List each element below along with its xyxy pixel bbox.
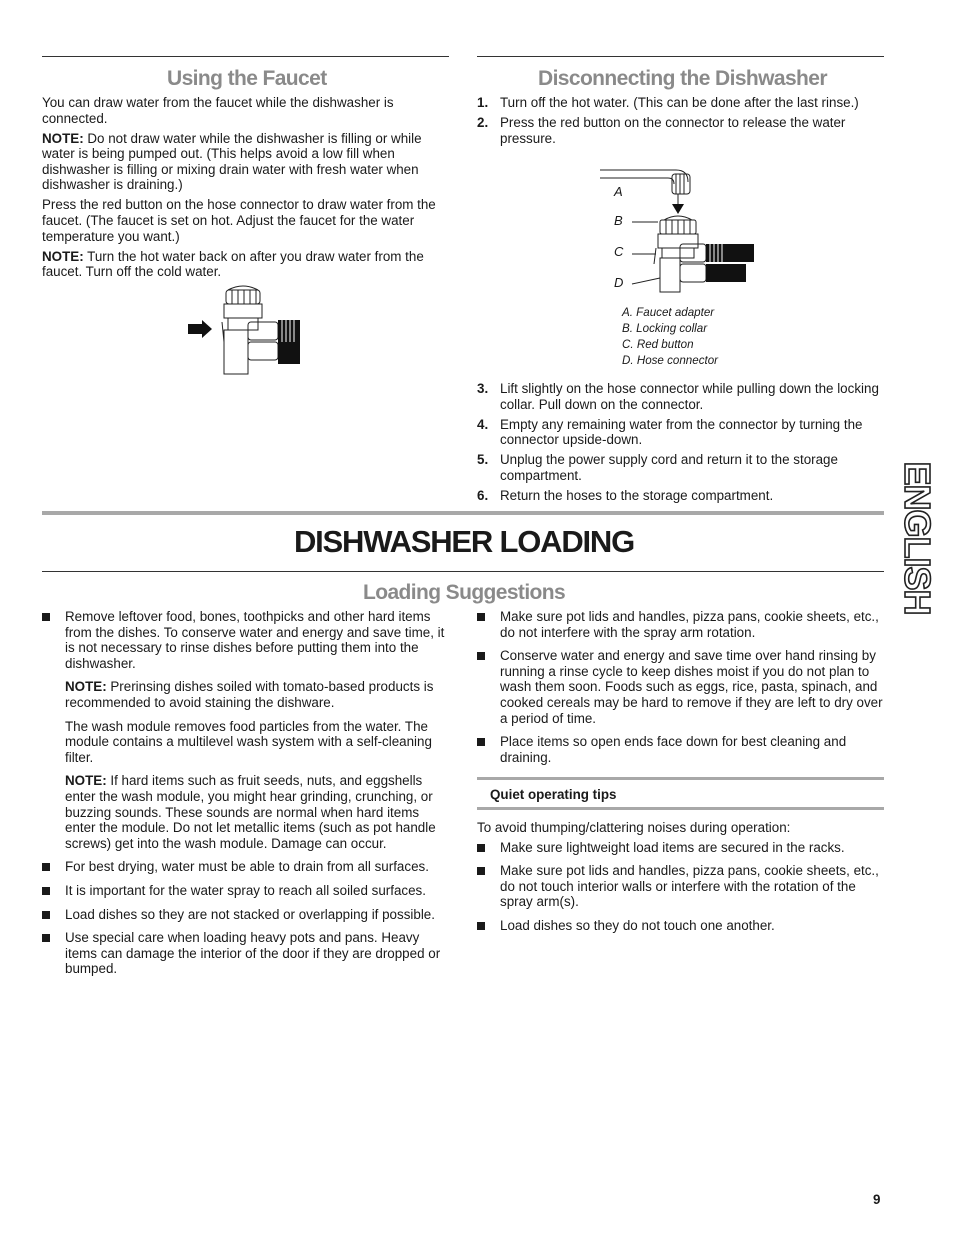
step-item: 5. Unplug the power supply cord and return it to the storage compartment. (477, 452, 838, 483)
note: NOTE: If hard items such as fruit seeds, nuts, and eggshells enter the wash module, you might hear grinding, crunching, or buzzing sounds. These sounds are normal when hard items enter the module. Do not let metallic items (such as pot handle screws) get into the wash module. Damage can occur. (65, 773, 436, 851)
disconnecting-heading: Disconnecting the Dishwasher (538, 67, 827, 90)
bullet-icon (42, 863, 50, 871)
caption-item: D. Hose connector (622, 354, 719, 367)
diagram-label-d: D (614, 275, 624, 290)
language-side-tab: ENGLISH (896, 461, 938, 615)
section-rule (477, 56, 884, 57)
diagram-label-b: B (614, 213, 623, 228)
paragraph: You can draw water from the faucet while the dishwasher is connected. (42, 95, 394, 126)
section-rule (42, 56, 449, 57)
step-item: 2. Press the red button on the connector to release the water pressure. (477, 114, 846, 146)
list-item: It is important for the water spray to reach all soiled surfaces. (42, 883, 449, 899)
bullet-icon (477, 738, 485, 746)
note: NOTE: Turn the hot water back on after you draw water from the faucet. Turn off the cold water. (42, 248, 424, 280)
diagram-captions (622, 305, 822, 369)
step-item: 6. Return the hoses to the storage compartment. (477, 487, 774, 503)
faucet-connector-illustration (186, 284, 306, 380)
loading-right-column (477, 609, 884, 773)
bullet-icon (42, 613, 50, 621)
step-item: 4. Empty any remaining water from the connector by turning the connector upside-down. (477, 416, 863, 448)
bullet-icon (477, 867, 485, 875)
bullet-icon (477, 844, 485, 852)
note: NOTE: Prerinsing dishes soiled with tomato-based products is recommended to avoid staining the dishware. (65, 679, 434, 710)
bullet-icon (477, 613, 485, 621)
bullet-icon (42, 911, 50, 919)
step-item: 1. Turn off the hot water. (This can be done after the last rinse.) (477, 95, 859, 110)
step-item: 3. Lift slightly on the hose connector while pulling down the locking collar. Pull down on the connector. (477, 381, 879, 412)
caption-item: C. Red button (622, 338, 694, 351)
list-item: Load dishes so they are not stacked or overlapping if possible. (42, 907, 449, 923)
disconnecting-steps-bottom (477, 381, 884, 508)
bullet-icon (42, 934, 50, 942)
loading-suggestions-heading: Loading Suggestions (363, 581, 566, 604)
using-faucet-heading: Using the Faucet (167, 67, 327, 90)
diagram-label-a: A (614, 184, 623, 199)
list-item: Conserve water and energy and save time over hand rinsing by running a rinse cycle to keep dishes moist if you do not plan to wash them soon. Foods such as eggs, rice, pasta, spinach, and cooked cereals may be hard to remove if they are left to dry over a period of time. (477, 648, 884, 726)
title-rule-bottom (42, 571, 884, 572)
list-item: Make sure pot lids and handles, pizza pans, cookie sheets, etc., do not touch interior walls or interfere with the rotation of the spray arm(s). (477, 863, 884, 910)
bullet-icon (477, 652, 485, 660)
quiet-tips-heading: Quiet operating tips (490, 787, 617, 802)
list-item: Use special care when loading heavy pots and pans. Heavy items can damage the interior of the door if they are dropped or bumped. (42, 930, 449, 977)
page-number: 9 (873, 1192, 881, 1207)
title-rule-top (42, 511, 884, 515)
caption-item: A. Faucet adapter (622, 306, 715, 319)
disconnecting-steps-top (477, 95, 884, 151)
main-title: DISHWASHER LOADING (293, 524, 635, 559)
loading-left-column (42, 609, 449, 985)
quiet-rule-bottom (477, 807, 884, 810)
quiet-tips-body (477, 820, 884, 942)
quiet-rule-top (477, 777, 884, 780)
diagram-label-c: C (614, 244, 624, 259)
note: NOTE: Do not draw water while the dishwasher is filling or while water is being pumped out. (This helps avoid a low fill when dishwasher is filling or mixing drain water with fresh water when dishwasher is draining.) (42, 130, 422, 193)
list-item: Make sure pot lids and handles, pizza pans, cookie sheets, etc., do not interfere with the spray arm rotation. (477, 609, 884, 640)
list-item: Remove leftover food, bones, toothpicks and other hard items from the dishes. To conserve water and energy and save time, it is not necessary to rinse dishes before putting them into the dishwasher. NOTE: Prerinsing dishes soiled with tomato-based products is recommended to avoid staining the dishware. The wash module removes food particles from the water. The module contains a multilevel wash system with a self-cleaning filter. NOTE: If hard items such as fruit seeds, nuts, and eggshells enter the wash module, you might hear grinding, crunching, or buzzing sounds. These sounds are normal when hard items enter the module. Do not let metallic items (such as pot handle screws) get into the wash module. Damage can occur. (42, 609, 449, 851)
list-item: For best drying, water must be able to drain from all surfaces. (42, 859, 449, 875)
quiet-intro: To avoid thumping/clattering noises during operation: (477, 820, 791, 835)
caption-item: B. Locking collar (622, 322, 708, 335)
paragraph: Press the red button on the hose connector to draw water from the faucet. (The faucet is set on hot. Adjust the faucet for the water temperature you want.) (42, 197, 436, 244)
list-item: Make sure lightweight load items are secured in the racks. (477, 840, 884, 856)
list-item: Load dishes so they do not touch one another. (477, 918, 884, 934)
bullet-icon (477, 922, 485, 930)
bullet-icon (42, 887, 50, 895)
list-item: Place items so open ends face down for best cleaning and draining. (477, 734, 884, 765)
using-faucet-body (42, 95, 449, 284)
paragraph: The wash module removes food particles from the water. The module contains a multilevel wash system with a self-cleaning filter. (65, 718, 432, 765)
